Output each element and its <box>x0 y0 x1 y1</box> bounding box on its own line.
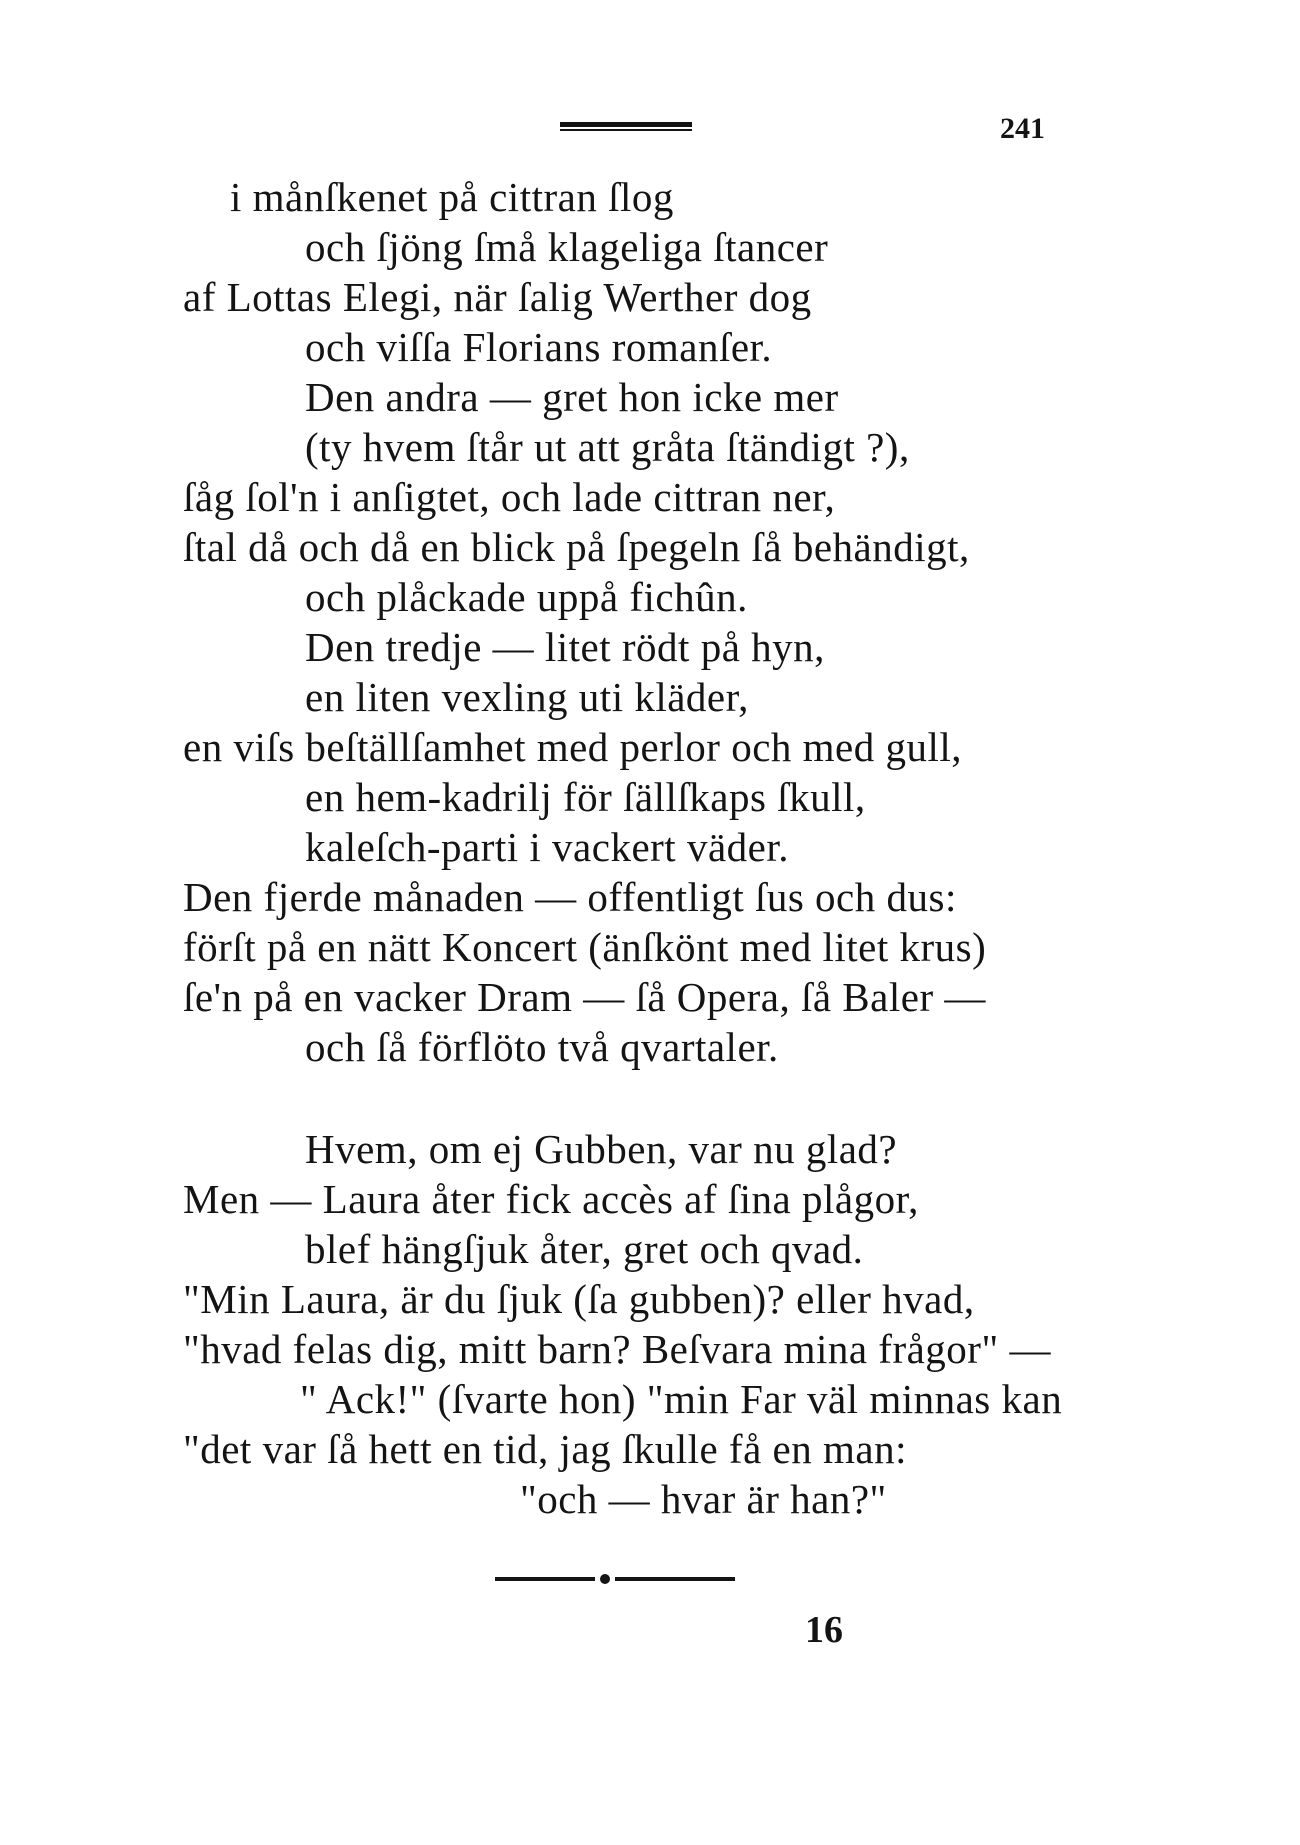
poem-line: och ſå förflöto två qvartaler. <box>305 1024 779 1070</box>
poem-line: i månſkenet på cittran ſlog <box>230 174 674 220</box>
poem-line: och viſſa Florians romanſer. <box>305 324 773 370</box>
poem-line: förſt på en nätt Koncert (änſkönt med litet krus) <box>183 924 987 970</box>
poem-line: och ſjöng ſmå klageliga ſtancer <box>305 224 829 270</box>
poem-line: Den fjerde månaden — offentligt ſus och dus: <box>183 874 957 920</box>
poem-line: (ty hvem ſtår ut att gråta ſtändigt ?), <box>305 424 910 470</box>
poem-line: Hvem, om ej Gubben, var nu glad? <box>305 1126 898 1172</box>
poem-line: ſe'n på en vacker Dram — ſå Opera, ſå Baler — <box>183 974 986 1020</box>
ornament-bar-right <box>615 1577 735 1581</box>
poem-line: en liten vexling uti kläder, <box>305 674 749 720</box>
poem-line: en hem-kadrilj för ſällſkaps ſkull, <box>305 774 866 820</box>
poem-line: "hvad felas dig, mitt barn? Beſvara mina frågor" — <box>183 1326 1051 1372</box>
poem-line: Den tredje — litet rödt på hyn, <box>305 624 825 670</box>
poem-line: blef hängſjuk åter, gret och qvad. <box>305 1226 864 1272</box>
poem-line: och plåckade uppå fichûn. <box>305 574 748 620</box>
poem-line: " Ack!" (ſvarte hon) "min Far väl minnas kan <box>300 1376 1063 1422</box>
poem-line: Den andra — gret hon icke mer <box>305 374 839 420</box>
poem-line: "och — hvar är han?" <box>520 1476 887 1522</box>
poem-line: ſtal då och då en blick på ſpegeln ſå behändigt, <box>183 524 970 570</box>
poem-line: ſåg ſol'n i anſigtet, och lade cittran ner, <box>183 474 836 520</box>
poem-line: kaleſch-parti i vackert väder. <box>305 824 789 870</box>
poem-line: "Min Laura, är du ſjuk (ſa gubben)? eller hvad, <box>183 1276 975 1322</box>
page-number: 241 <box>1000 112 1045 145</box>
header-double-rule <box>560 122 692 131</box>
ornament-dot <box>600 1574 610 1584</box>
header-rule-thick <box>560 122 692 127</box>
header-rule-thin <box>560 129 692 131</box>
poem-line: "det var ſå hett en tid, jag ſkulle få en man: <box>183 1426 907 1472</box>
poem-line: en viſs beſtällſamhet med perlor och med gull, <box>183 724 963 770</box>
signature-mark: 16 <box>805 1609 843 1651</box>
poem-line: af Lottas Elegi, när ſalig Werther dog <box>183 274 812 320</box>
poem-line: Men — Laura åter fick accès af ſina plågor, <box>183 1176 919 1222</box>
bottom-ornament-rule <box>495 1573 735 1585</box>
ornament-bar-left <box>495 1577 595 1581</box>
